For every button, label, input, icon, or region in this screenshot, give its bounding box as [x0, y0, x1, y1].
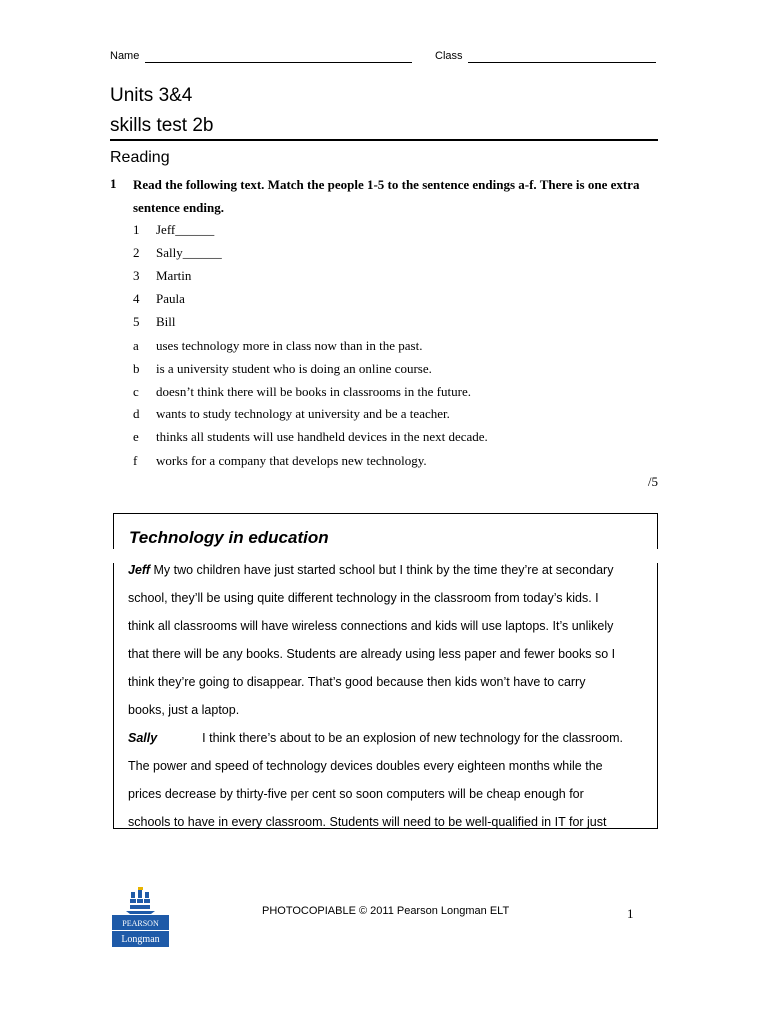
item-number: 5 — [133, 314, 140, 329]
name-field-label — [110, 50, 139, 62]
ending-text: thinks all students will use handheld devices in the next decade. — [156, 429, 488, 444]
section-heading: Reading — [110, 149, 170, 166]
copyright-notice: PHOTOCOPIABLE © 2011 Pearson Longman ELT — [262, 905, 510, 917]
person-name: Jeff______ — [156, 222, 215, 237]
item-number: 1 — [133, 222, 140, 237]
question-number: 1 — [110, 176, 117, 191]
passage-line: think all classrooms will have wireless connections and kids will use laptops. It’s unlikely — [128, 619, 614, 633]
item-number: 4 — [133, 291, 140, 306]
person-name: Paula — [156, 291, 185, 306]
ending-letter: d — [133, 406, 140, 421]
passage-title: Technology in education — [129, 528, 329, 547]
name-label: Name — [110, 50, 140, 62]
passage-text: My two children have just started school but I think by the time they’re at secondary — [153, 563, 614, 577]
logo-text-pearson: PEARSON — [122, 919, 159, 928]
ending-text: wants to study technology at university and be a teacher. — [156, 406, 450, 421]
ending-text: is a university student who is doing an online course. — [156, 361, 432, 376]
pearson-longman-logo — [112, 886, 169, 947]
class-blank-line — [468, 62, 656, 63]
passage-line — [128, 556, 648, 584]
passage-text: I think there’s about to be an explosion of new technology for the classroom. — [202, 731, 624, 745]
ending-letter: c — [133, 384, 139, 399]
passage-line: school, they’ll be using quite different technology in the classroom from today’s kids. I — [128, 591, 599, 605]
ending-letter: a — [133, 338, 139, 353]
question-instruction: Read the following text. Match the people 1-5 to the sentence endings a-f. There is one extra sentence ending. — [133, 177, 640, 215]
passage-line: prices decrease by thirty-five per cent so soon computers will be cheap enough for — [128, 787, 584, 801]
ending-text: works for a company that develops new technology. — [156, 453, 427, 468]
ending-letter: f — [133, 453, 138, 468]
ending-text: doesn’t think there will be books in classrooms in the future. — [156, 384, 471, 399]
name-blank-line — [145, 62, 412, 63]
speaker-name: Sally — [128, 731, 158, 745]
page-number: 1 — [627, 906, 634, 921]
person-name: Martin — [156, 268, 192, 283]
score-total: /5 — [647, 474, 658, 489]
ending-letter: e — [133, 429, 139, 444]
passage-line: think they’re going to disappear. That’s good because then kids won’t have to carry — [128, 675, 586, 689]
passage-line: that there will be any books. Students are already using less paper and fewer books so I — [128, 647, 616, 661]
title-rule — [110, 139, 658, 141]
class-label: Class — [435, 50, 463, 62]
item-number: 3 — [133, 268, 140, 283]
title-skills-test: skills test 2b — [110, 115, 214, 136]
ending-text: uses technology more in class now than in the past. — [156, 338, 423, 353]
ship-logo-icon — [112, 886, 169, 947]
item-number: 2 — [133, 245, 140, 260]
ending-letter: b — [133, 361, 140, 376]
class-field-label — [435, 50, 463, 62]
logo-text-longman: Longman — [121, 934, 160, 945]
person-name: Sally______ — [156, 245, 222, 260]
title-units: Units 3&4 — [110, 85, 193, 106]
passage-line: The power and speed of technology devices doubles every eighteen months while the — [128, 759, 603, 773]
passage-line: books, just a laptop. — [128, 703, 240, 717]
passage-line: schools to have in every classroom. Students will need to be well-qualified in IT for just — [128, 815, 607, 829]
passage-line — [128, 724, 648, 752]
speaker-name: Jeff — [128, 563, 151, 577]
person-name: Bill — [156, 314, 176, 329]
